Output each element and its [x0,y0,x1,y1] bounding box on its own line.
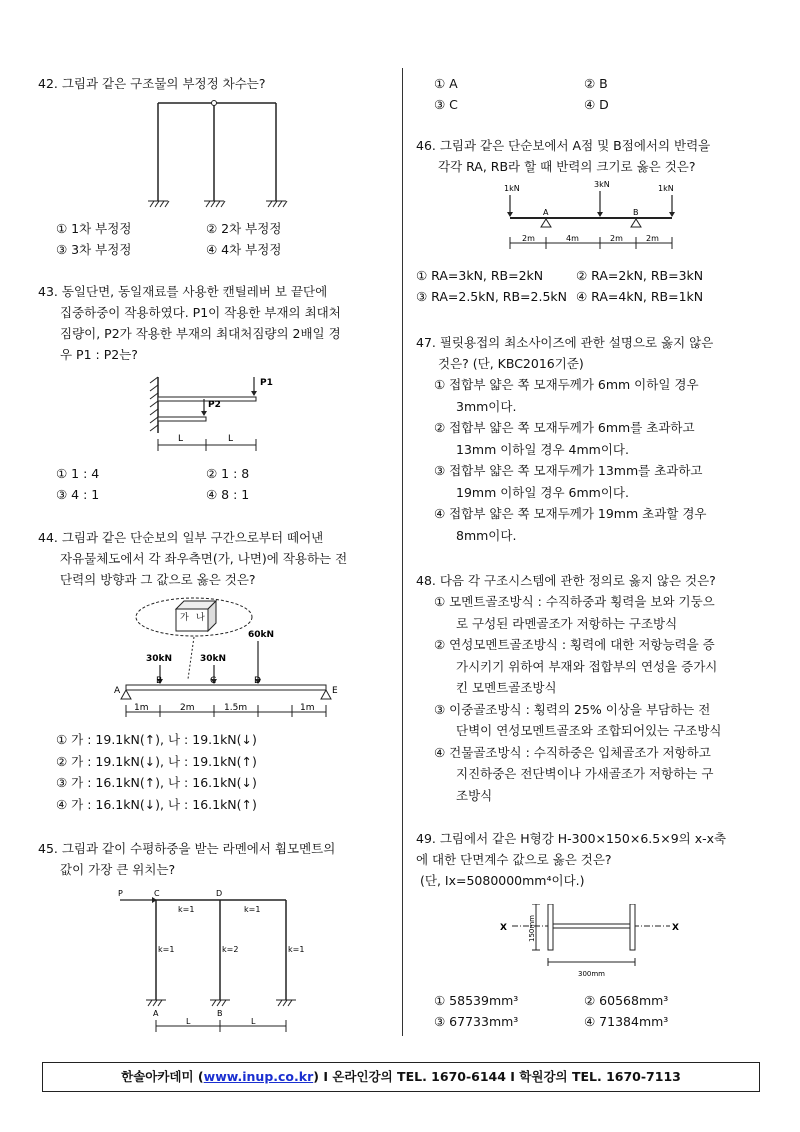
stiffness-label: k=1 [158,945,175,954]
stiffness-label: k=2 [222,945,239,954]
load-p-label: P [118,889,123,898]
stiffness-label: k=1 [288,945,305,954]
load-label: 1kN [658,184,674,193]
option[interactable] [416,374,766,417]
option[interactable] [416,634,766,699]
axis-x-label: X [500,923,507,933]
load-label: 1kN [504,184,520,193]
option-line: ③ 이중골조방식 : 횡력의 25% 이상을 부담하는 전 [434,701,711,717]
option-line: ③ 접합부 얇은 쪽 모재두께가 13mm를 초과하고 [434,463,703,478]
point-a-label: A [114,686,121,696]
footer-banner [42,1062,760,1092]
point-c-label: C [210,676,217,686]
stiffness-label: k=1 [178,905,195,914]
question-49-options [434,990,734,1032]
question-46-options [416,265,756,307]
question-46 [416,135,766,304]
question-44 [38,527,390,812]
option-line: 19mm 이하일 경우 6mm이다. [456,484,629,500]
question-44-line: 자유물체도에서 각 좌우측면(가, 나면)에 작용하는 전 [60,551,348,566]
p2-label: P2 [208,400,221,410]
question-49-line: 에 대한 단면계수 값으로 옳은 것은? [416,852,612,867]
option-line: ① 접합부 얇은 쪽 모재두께가 6mm 이하일 경우 [434,377,699,392]
question-47-line: 47. 필릿용접의 최소사이즈에 관한 설명으로 옳지 않은 [416,335,714,350]
load-label: 30kN [146,654,173,664]
dimension-label: 4m [566,234,579,243]
option-line: ① 모멘트골조방식 : 수직하중과 횡력을 보와 기둥으 [434,594,715,609]
point-a-label: A [153,1009,159,1018]
question-43-text [38,281,390,365]
question-46-text [416,135,766,177]
question-47-options [416,374,766,546]
dimension-label: 2m [646,234,659,243]
question-43-line: 짐량이, P2가 작용한 부재의 최대처짐량의 2배일 경 [60,326,341,341]
option-line: 13mm 이하일 경우 4mm이다. [456,441,629,457]
question-47 [416,332,766,546]
option[interactable]: ④ 8 : 1 [206,487,250,502]
frame-figure-42 [148,97,288,217]
point-c-label: C [154,889,160,898]
dimension-label: 1m [300,703,315,713]
question-43-line: 43. 동일단면, 동일재료를 사용한 캔틸레버 보 끝단에 [38,284,328,299]
option[interactable]: ③ RA=2.5kN, RB=2.5kN [416,289,568,304]
dimension-label: 1m [134,703,149,713]
question-42-options [56,218,356,260]
dimension-label: 2m [610,234,623,243]
question-43-line: 집중하중이 작용하였다. P1이 작용한 부재의 최대처 [60,305,341,320]
length-label: L [186,1017,191,1026]
frame-figure-45 [116,888,316,1036]
question-43-line: 우 P1 : P2는? [60,347,138,362]
question-45-line: 값이 가장 큰 위치는? [60,862,176,877]
load-label: 30kN [200,654,227,664]
ga-label: 가 [180,613,189,623]
width-dimension-label: 300mm [578,970,605,978]
option[interactable]: ③ 67733mm³ [434,1014,519,1029]
question-48 [416,570,766,806]
question-45-line: 45. 그림과 같이 수평하중을 받는 라멘에서 휨모멘트의 [38,841,336,856]
question-49-line: 49. 그림에서 같은 H형강 H-300×150×6.5×9의 x-x축 [416,831,727,846]
question-45 [38,838,390,1026]
website-link[interactable]: www.inup.co.kr [203,1069,314,1084]
option[interactable]: ① RA=3kN, RB=2kN [416,268,544,283]
option[interactable]: ④ RA=4kN, RB=1kN [576,289,704,304]
option[interactable]: ① 58539mm³ [434,993,519,1008]
length-label: L [178,434,184,444]
option[interactable]: ③ 가 : 16.1kN(↑), 나 : 16.1kN(↓) [56,775,257,790]
option[interactable]: ② RA=2kN, RB=3kN [576,268,704,283]
academy-name: 한솔아카데미 ( [121,1069,204,1084]
question-48-text: 48. 다음 각 구조시스템에 관한 정의로 옳지 않은 것은? [416,573,716,588]
contact-info: ) I 온라인강의 TEL. 1670-6144 I 학원강의 TEL. 1670-7113 [313,1069,681,1084]
question-44-line: 44. 그림과 같은 단순보의 일부 구간으로부터 떼어낸 [38,530,324,545]
question-47-text [416,332,766,374]
question-46-line: 46. 그림과 같은 단순보에서 A점 및 B점에서의 반력을 [416,138,711,153]
option[interactable]: ② 가 : 19.1kN(↓), 나 : 19.1kN(↑) [56,753,257,769]
question-42-text: 42. 그림과 같은 구조물의 부정정 차수는? [38,76,266,91]
point-d-label: D [254,676,261,686]
p1-label: P1 [260,378,273,388]
cantilever-figure-43 [148,373,298,463]
option[interactable]: ④ 4차 부정정 [206,242,282,257]
option-line: 로 구성된 라멘골조가 저항하는 구조방식 [456,615,678,631]
length-label: L [251,1017,256,1026]
option[interactable] [416,742,766,807]
option-line: 단벽이 연성모멘트골조와 조합되어있는 구조방식 [456,723,722,738]
option[interactable]: ② 1 : 8 [206,466,250,481]
option-line: 8mm이다. [456,527,517,543]
question-43 [38,281,390,502]
h-beam-figure-49 [496,904,686,984]
load-label: 60kN [248,630,275,640]
option-line: ② 접합부 얇은 쪽 모재두께가 6mm를 초과하고 [434,420,695,435]
option[interactable] [416,503,766,546]
point-b-label: B [156,676,163,686]
option[interactable]: ③ C [434,97,458,112]
question-49-line: (단, Ix=5080000mm⁴이다.) [420,873,585,888]
option[interactable]: ② 2차 부정정 [206,221,282,236]
point-d-label: D [216,889,223,898]
option[interactable]: ② 60568mm³ [584,993,669,1008]
question-46-line: 각각 RA, RB라 할 때 반력의 크기로 옳은 것은? [438,159,696,174]
load-label: 3kN [594,181,610,189]
question-45-text [38,838,390,880]
beam-figure-44 [108,597,348,725]
option[interactable]: ② B [584,76,608,91]
dimension-label: 1.5m [224,703,248,713]
option[interactable] [416,699,766,742]
na-label: 나 [196,613,205,623]
dimension-label: 2m [522,234,535,243]
option[interactable]: ④ 가 : 16.1kN(↓), 나 : 16.1kN(↑) [56,796,257,812]
dimension-label: 2m [180,703,195,713]
question-49 [416,828,766,1029]
option[interactable] [416,591,766,634]
option-line: 3mm이다. [456,398,517,414]
question-48-options [416,591,766,806]
option-line: ④ 접합부 얇은 쪽 모재두께가 19mm 초과할 경우 [434,506,707,521]
option-line: 가시키기 위하여 부재와 접합부의 연성을 증가시 [456,658,718,674]
axis-x-label: X [672,923,679,933]
length-label: L [228,434,234,444]
option-line: ② 연성모멘트골조방식 : 횡력에 대한 저항능력을 증 [434,637,715,652]
option[interactable] [416,417,766,460]
question-45-options [434,73,734,115]
option[interactable] [416,460,766,503]
option[interactable]: ④ 71384mm³ [584,1014,669,1029]
question-49-text [416,828,766,891]
column-divider [402,68,403,1036]
option-line: ④ 건물골조방식 : 수직하중은 입체골조가 저항하고 [434,744,711,760]
question-42 [38,73,390,257]
option[interactable]: ① 1차 부정정 [56,221,132,236]
question-44-line: 단력의 방향과 그 값으로 옳은 것은? [60,572,256,587]
option[interactable]: ④ D [584,97,609,112]
point-b-label: B [217,1009,223,1018]
option[interactable]: ① 가 : 19.1kN(↑), 나 : 19.1kN(↓) [56,732,257,747]
option[interactable]: ① 1 : 4 [56,466,100,481]
option-line: 조방식 [456,787,493,803]
option[interactable]: ① A [434,76,458,91]
point-a-label: A [543,208,549,217]
stiffness-label: k=1 [244,905,261,914]
question-43-options [56,463,356,505]
beam-figure-46 [496,181,696,261]
option[interactable]: ③ 3차 부정정 [56,242,132,257]
option-line: 킨 모멘트골조방식 [456,680,557,695]
option-line: 지진하중은 전단벽이나 가새골조가 저항하는 구 [456,766,714,781]
height-dimension-label: 150mm [528,915,536,942]
option[interactable]: ③ 4 : 1 [56,487,100,502]
question-44-options [38,729,257,815]
point-e-label: E [332,686,338,696]
question-44-text [38,527,390,590]
question-47-line: 것은? (단, KBC2016기준) [438,356,584,371]
point-b-label: B [633,208,639,217]
